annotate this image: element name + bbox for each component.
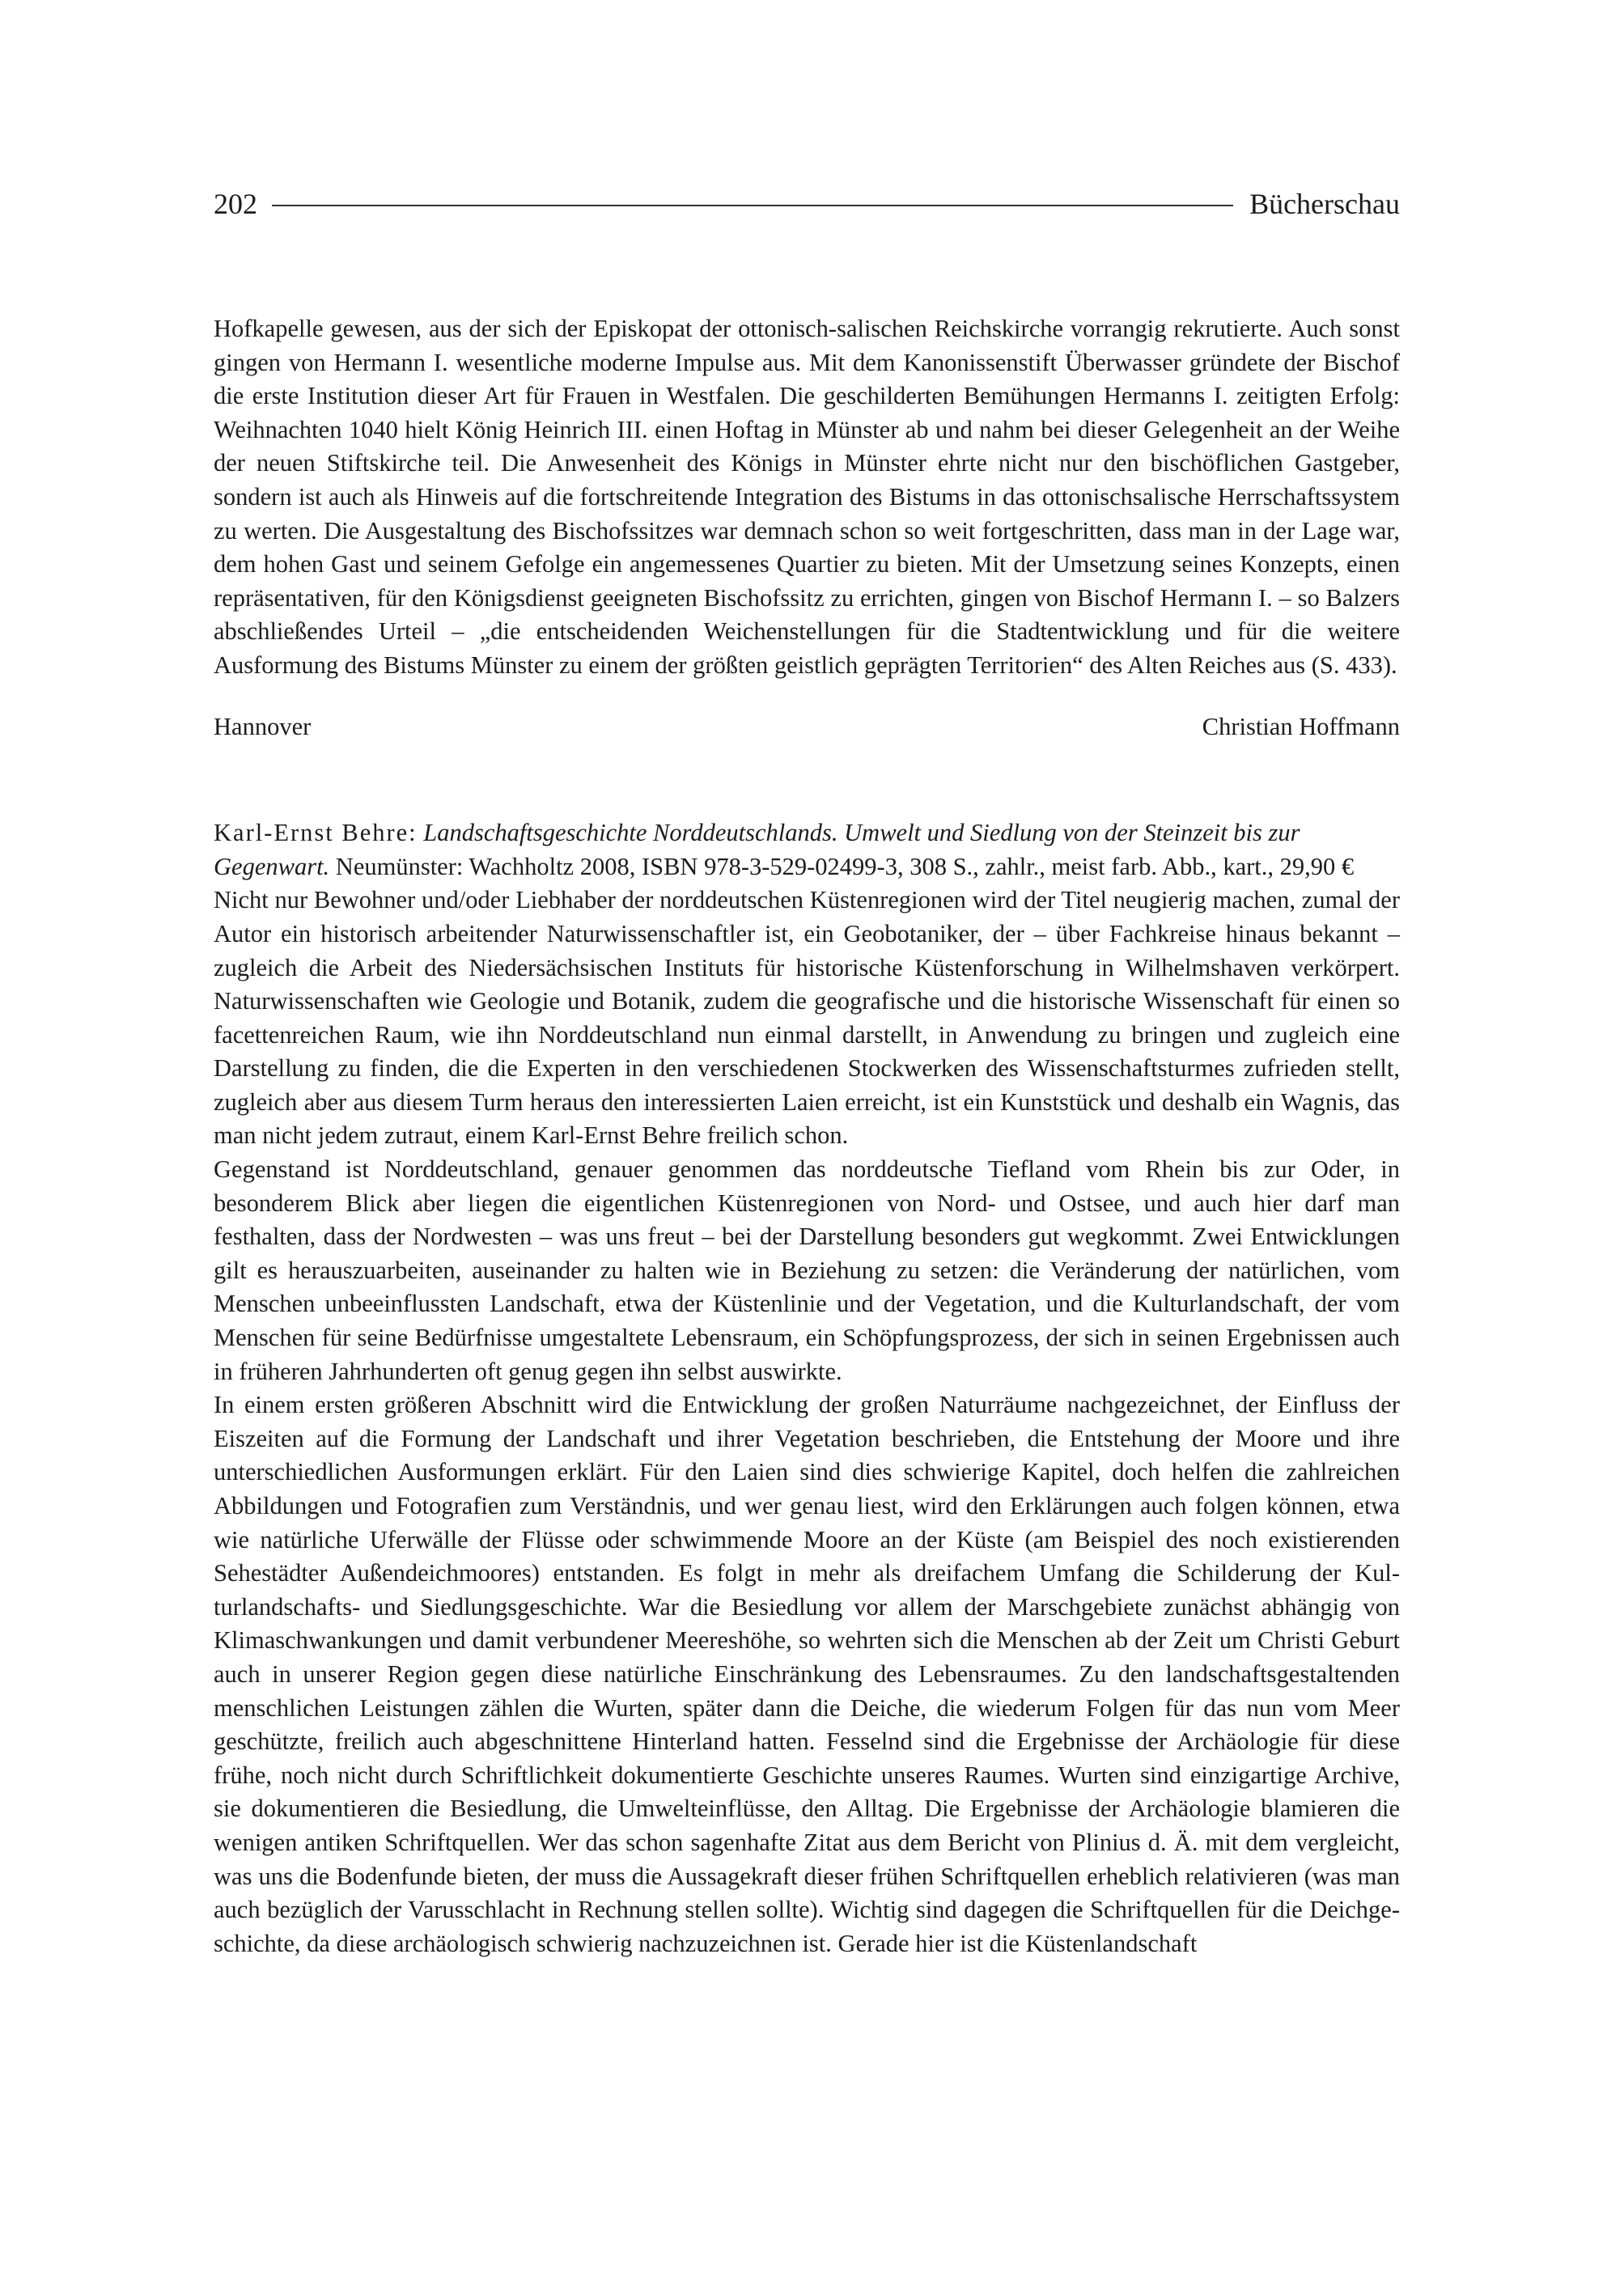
citation-title: Landschaftsgeschichte Norddeutschlands. Umwelt und Siedlung von der Steinzeit bis zur Gegenwart. — [214, 819, 1300, 880]
review-paragraph: Nicht nur Bewohner und/oder Liebhaber der norddeutschen Küstenregionen wird der Titel neugierig machen, zumal der Autor ein historisch arbeitender Naturwissenschaftler ist, ein Geobotaniker, der – über Fachkreise hinaus bekannt – zugleich die Arbeit des Niedersächsischen Instituts für historische Küstenforschung in Wilhelmshaven verkörpert. Naturwissenschaften wie Geologie und Botanik, zudem die geografische und die historische Wissenschaft für einen so facettenreichen Raum, wie ihn Norddeutschland nun einmal darstellt, in Anwendung zu bringen und zugleich eine Darstellung zu finden, die die Experten in den verschiedenen Stockwerken des Wissenschaftsturmes zufrieden stellt, zugleich aber aus diesem Turm heraus den interessierten Laien erreicht, ist ein Kunststück und deshalb ein Wagnis, das man nicht jedem zutraut, einem Karl-Ernst Behre freilich schon. — [214, 886, 1400, 1150]
page-number: 202 — [214, 188, 257, 220]
book-page — [214, 184, 1400, 1960]
running-head — [214, 184, 1400, 223]
citation-author: Karl-Ernst Behre: — [214, 819, 418, 847]
review-paragraph: In einem ersten größeren Abschnitt wird die Entwicklung der großen Naturräume nachgezeichnet, der Einfluss der Eiszeiten auf die Formung der Landschaft und ihrer Vegetation beschrieben, die Entstehung der Moore und ihre unterschiedlichen Ausformungen erklärt. Für den Laien sind dies schwierige Kapitel, doch helfen die zahlreichen Abbildungen und Fotografien zum Verständnis, und wer genau liest, wird den Erklärungen auch folgen können, etwa wie natürliche Uferwälle der Flüsse oder schwimmende Moore an der Küste (am Beispiel des noch existierenden Sehestädter Außendeichmoores) entstanden. Es folgt in mehr als dreifachem Umfang die Schilderung der Kulturlandschafts- und Siedlungsgeschichte. War die Besiedlung vor allem der Marschgebiete zunächst abhängig von Klimaschwankungen und damit verbundener Meereshöhe, so wehrten sich die Menschen ab der Zeit um Christi Geburt auch in unserer Region gegen diese natürliche Einschränkung des Lebensraumes. Zu den landschaftsgestaltenden menschlichen Leistungen zählen die Wurten, später dann die Deiche, die wiederum Folgen für das nun vom Meer geschützte, freilich auch abgeschnittene Hinterland hatten. Fesselnd sind die Ergebnisse der Archäologie für diese frühe, noch nicht durch Schriftlichkeit dokumentierte Geschichte unseres Raumes. Wurten sind einzigartige Archive, sie dokumentieren die Besiedlung, die Umwelteinflüsse, den Alltag. Die Ergebnisse der Archäologie blamieren die wenigen antiken Schriftquellen. Wer das schon sagenhafte Zitat aus dem Bericht von Plinius d. Ä. mit dem vergleicht, was uns die Bodenfunde bieten, der muss die Aussagekraft dieser frühen Schriftquellen erheblich relativieren (was man auch bezüglich der Varusschlacht in Rechnung stellen sollte). Wichtig sind dagegen die Schriftquellen für die Deichgeschichte, da diese archäologisch schwierig nachzuzeichnen ist. Gerade hier ist die Küstenlandschaft — [214, 1391, 1400, 1957]
review-paragraph: Gegenstand ist Norddeutschland, genauer genommen das norddeutsche Tiefland vom Rhein bis zur Oder, in besonderem Blick aber liegen die eigentlichen Küstenregionen von Nord- und Ostsee, und auch hier darf man festhalten, dass der Nordwesten – was uns freut – bei der Darstellung besonders gut wegkommt. Zwei Entwicklungen gilt es herauszuarbeiten, auseinander zu halten wie in Beziehung zu setzen: die Veränderung der natürlichen, vom Menschen unbeeinflussten Landschaft, etwa der Küstenlinie und der Vegetation, und die Kulturlandschaft, der vom Menschen für seine Bedürfnisse umgestaltete Lebensraum, ein Schöpfungsprozess, der sich in seinen Ergebnissen auch in früheren Jahrhunderten oft genug gegen ihn selbst auswirkte. — [214, 1155, 1400, 1385]
review-continuation — [214, 312, 1400, 683]
book-citation — [214, 816, 1400, 884]
reviewer-place: Hannover — [214, 712, 312, 740]
review-paragraph: Hofkapelle gewesen, aus der sich der Episkopat der ottonisch-salischen Reichskirche vorrangig rekrutierte. Auch sonst gingen von Hermann I. wesentliche moderne Impulse aus. Mit dem Kanonissenstift Überwasser gründete der Bischof die erste Institution dieser Art für Frauen in Westfalen. Die geschilderten Bemühungen Hermanns I. zeitigten Erfolg: Weihnachten 1040 hielt König Heinrich III. einen Hoftag in Münster ab und nahm bei dieser Gelegenheit an der Weihe der neuen Stiftskirche teil. Die Anwesenheit des Königs in Münster ehrte nicht nur den bischöflichen Gastgeber, sondern ist auch als Hinweis auf die fortschreitende Integration des Bistums in das ottonischsalische Herrschaftssystem zu werten. Die Ausgestaltung des Bischofssitzes war demnach schon so weit fortgeschritten, dass man in der Lage war, dem hohen Gast und seinem Gefolge ein angemessenes Quartier zu bieten. Mit der Umsetzung seines Konzepts, einen repräsentativen, für den Königsdienst geeigneten Bischofssitz zu errichten, gingen von Bischof Hermann I. – so Balzers abschließendes Urteil – „die entscheidenden Weichenstellungen für die Stadtentwicklung und für die weitere Ausformung des Bistums Münster zu einem der größten geistlich geprägten Territorien“ des Alten Reiches aus (S. 433). — [214, 315, 1400, 679]
header-rule — [272, 205, 1233, 206]
review-body — [214, 884, 1400, 1960]
reviewer-name: Christian Hoffmann — [1202, 712, 1400, 740]
review-signature — [214, 710, 1400, 744]
section-title: Bücherschau — [1249, 188, 1400, 220]
citation-details: Neumünster: Wachholtz 2008, ISBN 978-3-529-02499-3, 308 S., zahlr., meist farb. Abb., kart., 29,90 € — [335, 852, 1355, 880]
